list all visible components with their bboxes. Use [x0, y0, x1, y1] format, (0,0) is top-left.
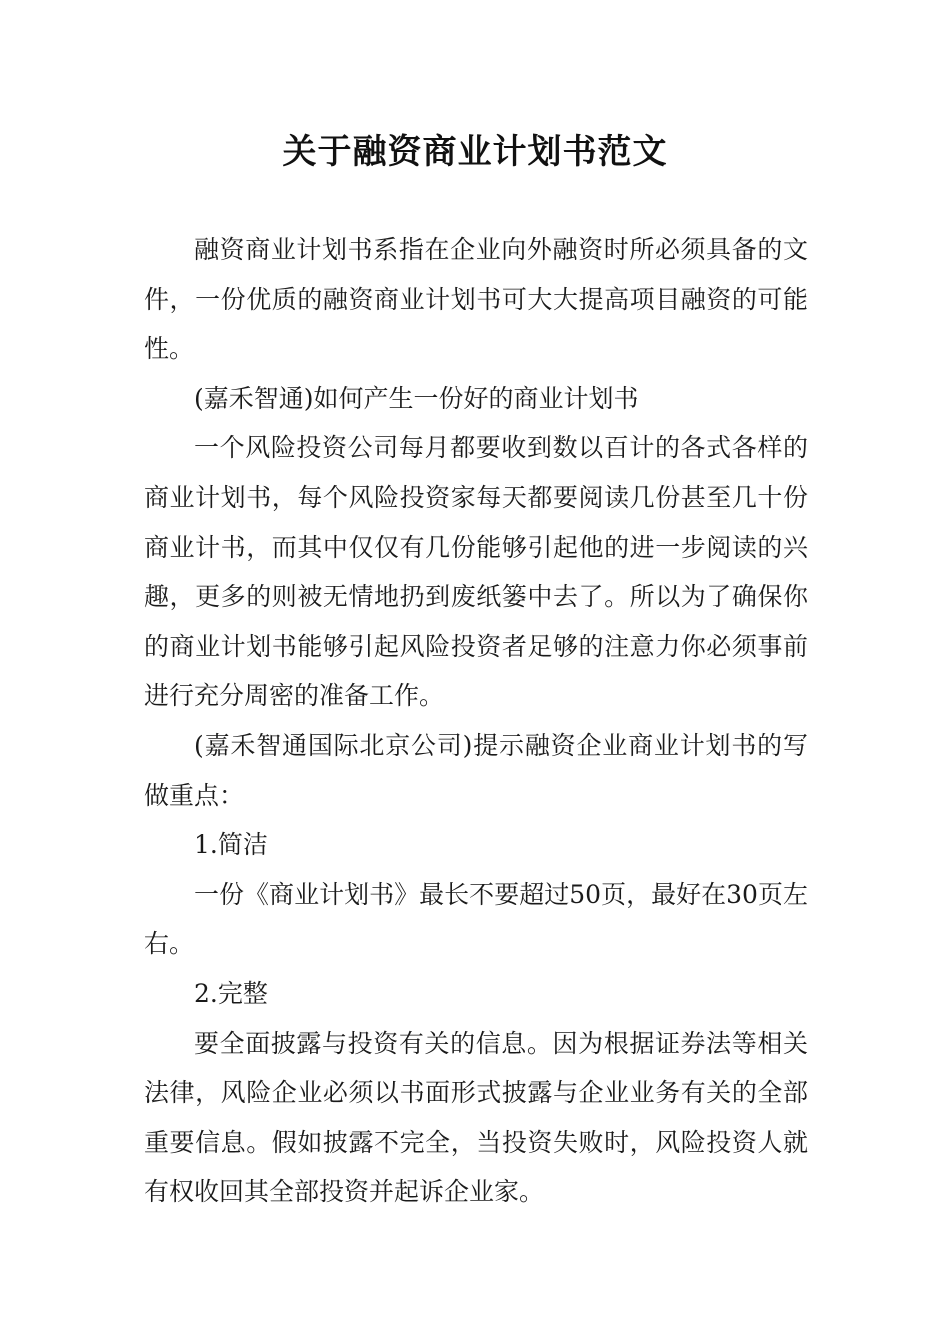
paragraph-vc-reading: 一个风险投资公司每月都要收到数以百计的各式各样的商业计划书，每个风险投资家每天都要阅读几份甚至几十份商业计书，而其中仅仅有几份能够引起他的进一步阅读的兴趣，更多的则被无情地扔到废纸篓中去了。所以为了确保你的商业计划书能够引起风险投资者足够的注意力你必须事前进行充分周密的准备工作。	[144, 433, 808, 711]
paragraph-point-1-title: 1.简洁	[194, 830, 268, 860]
paragraph-point-2-title: 2.完整	[194, 978, 268, 1008]
document-title: 关于融资商业计划书范文	[282, 132, 668, 172]
document-body	[144, 225, 808, 1217]
paragraph-point-2-body: 要全面披露与投资有关的信息。因为根据证券法等相关法律，风险企业必须以书面形式披露与企业业务有关的全部重要信息。假如披露不完全，当投资失败时，风险投资人就有权收回其全部投资并起诉企业家。	[144, 1028, 808, 1207]
paragraph-intro: 融资商业计划书系指在企业向外融资时所必须具备的文件，一份优质的融资商业计划书可大大提高项目融资的可能性。	[144, 235, 808, 364]
paragraph-point-1-body: 一份《商业计划书》最长不要超过50页，最好在30页左右。	[144, 879, 808, 959]
paragraph-heading-how-to: (嘉禾智通)如何产生一份好的商业计划书	[194, 383, 639, 413]
paragraph-heading-key-points: (嘉禾智通国际北京公司)提示融资企业商业计划书的写做重点：	[144, 730, 808, 810]
